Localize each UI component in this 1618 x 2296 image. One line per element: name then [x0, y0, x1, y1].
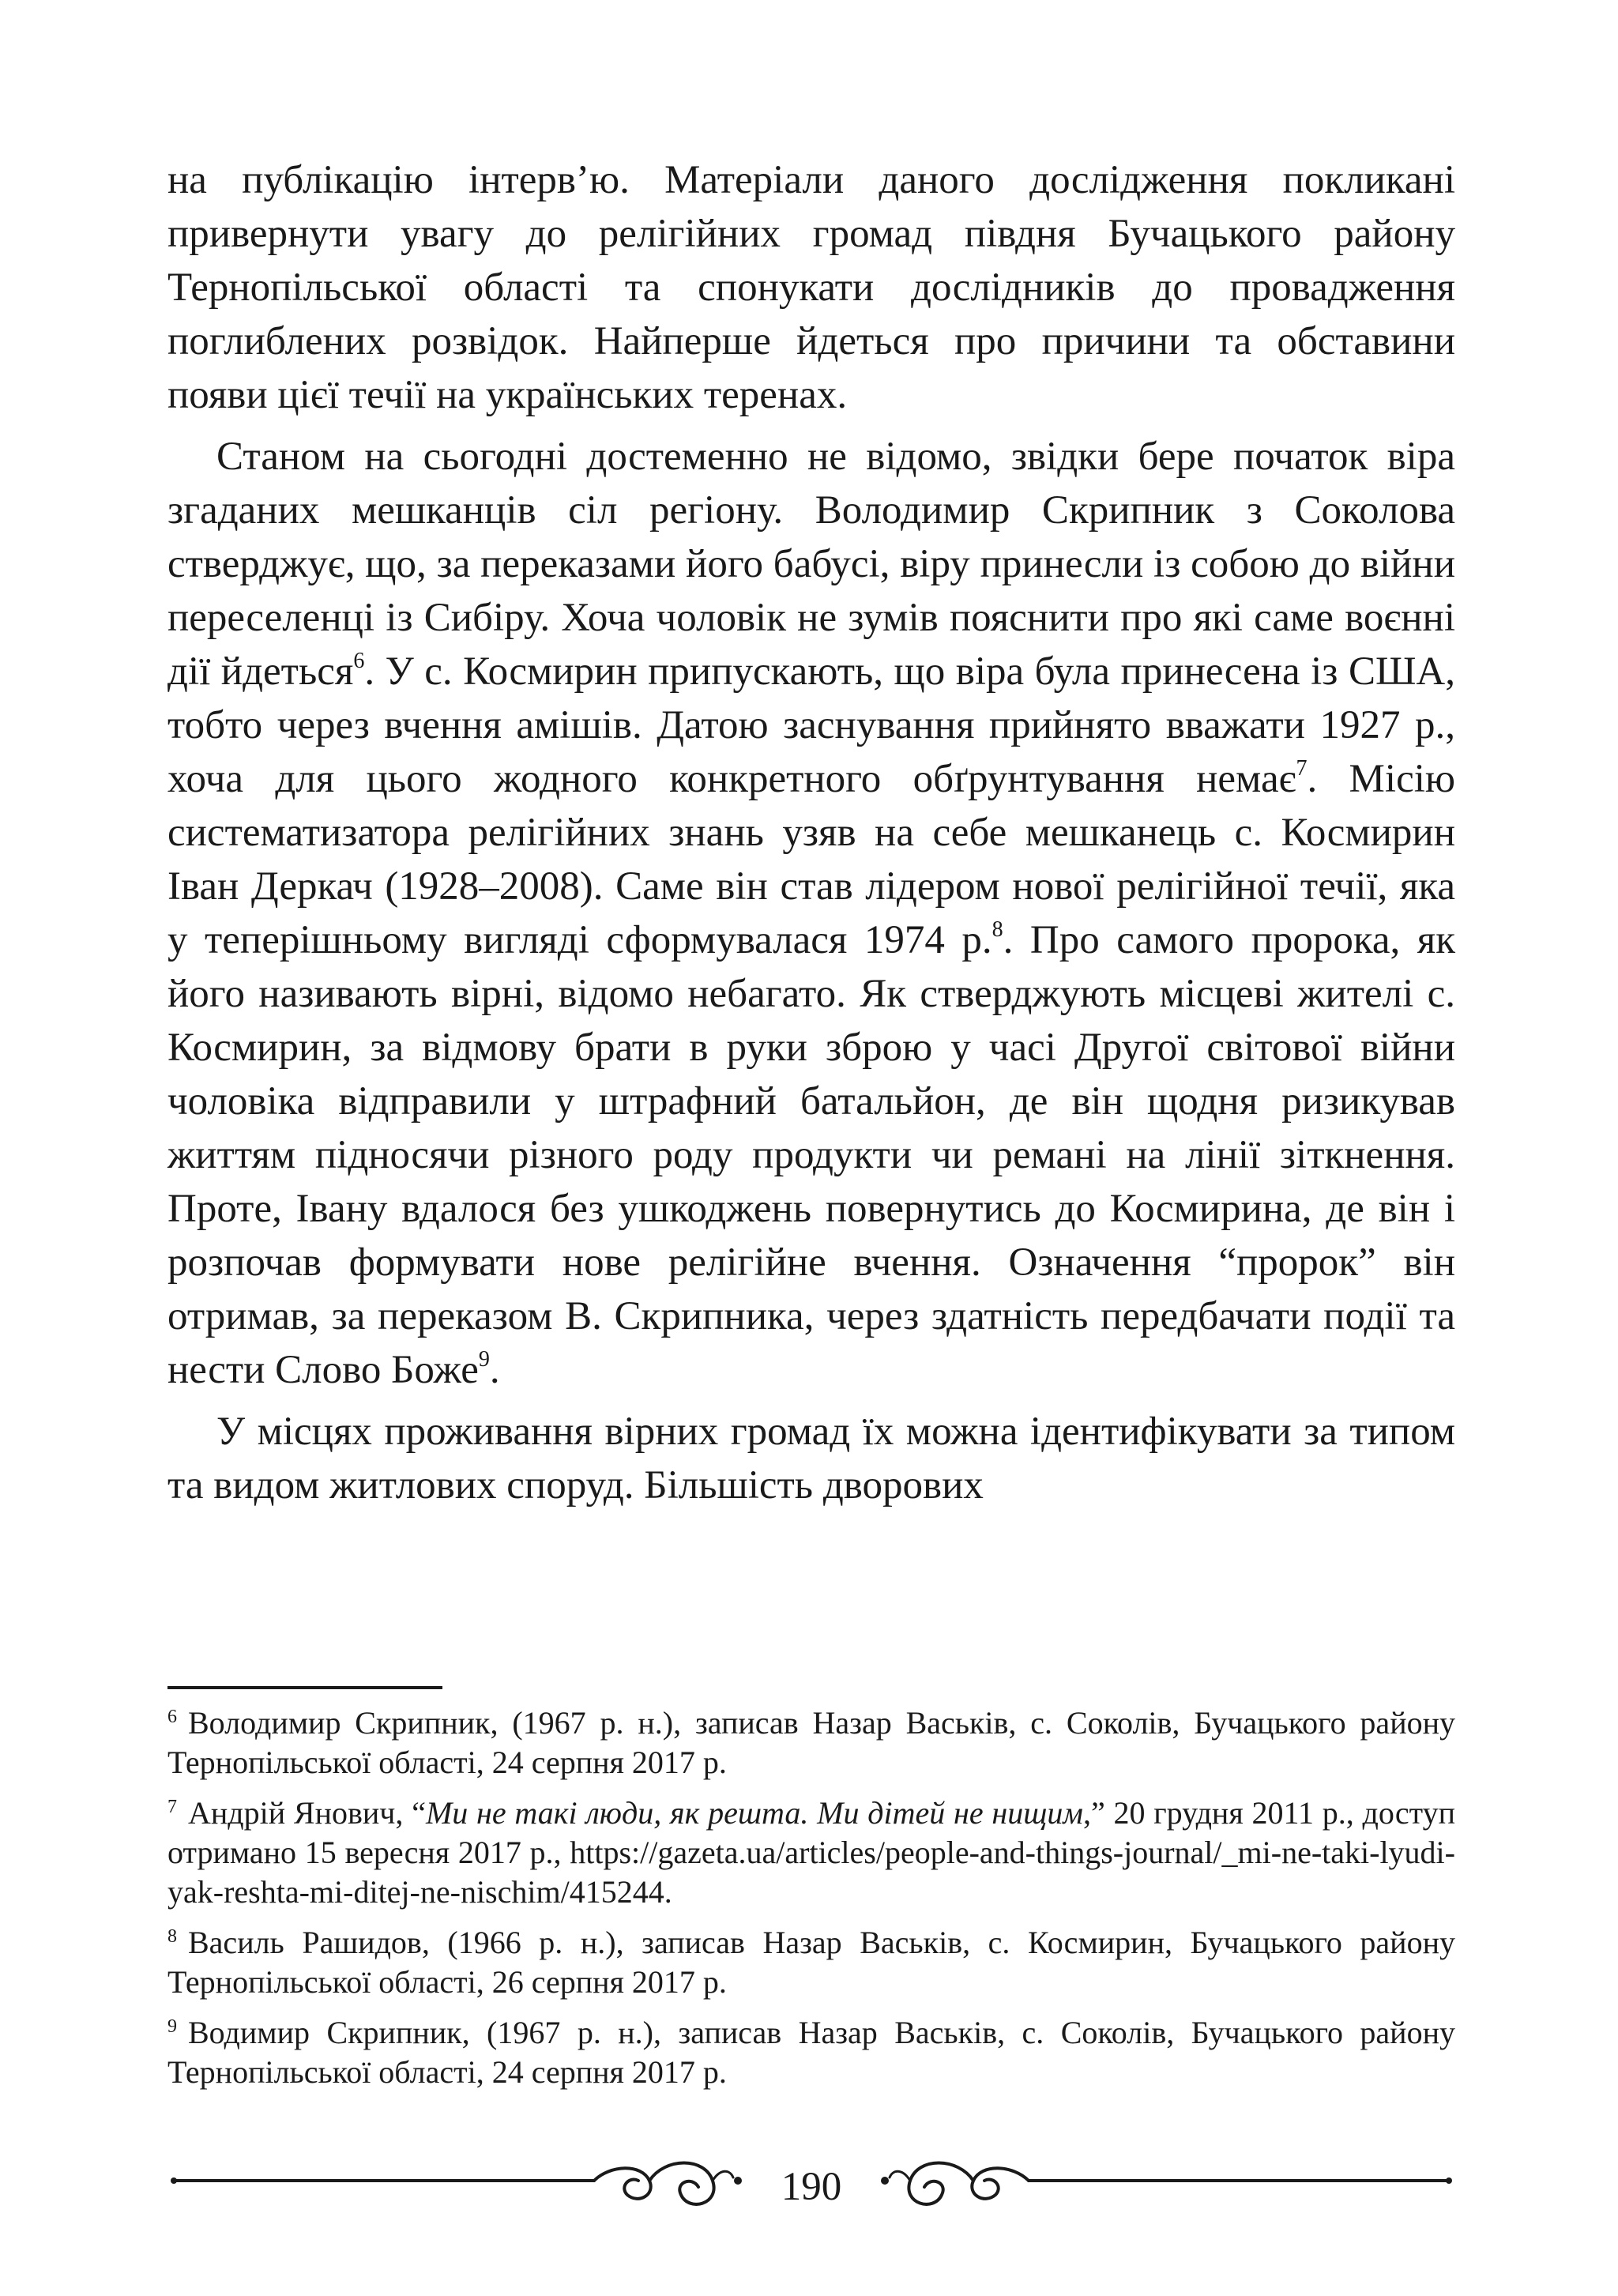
paragraph-text: . Місію систематизатора релігійних знань узяв на себе мешканець с. Космирин Іван Деркач (1928–2008). Саме він став лідером нової релігійної течії, яка у теперішньому вигляді сформувалася 1974 р.	[167, 757, 1455, 962]
footnote-reference[interactable]: 9	[478, 1347, 490, 1372]
paragraph	[167, 153, 1455, 422]
footnote-separator	[167, 1686, 442, 1689]
footnote-number: 9	[167, 2016, 177, 2037]
paragraph-text: У місцях проживання вірних громад їх можна ідентифікувати за типом та видом житлових споруд. Більшість дворових	[167, 1410, 1455, 1507]
footnote-reference[interactable]: 6	[353, 649, 365, 674]
main-text	[167, 153, 1455, 1512]
paragraph	[167, 430, 1455, 1397]
footnote-text: ,” 20 грудня 2011 р., доступ отримано 15 вересня 2017 р., https://gazeta.ua/articles/people-and-things-journal/_mi-ne-taki-lyudi-yak-reshta-mi-ditej-ne-nischim/415244.	[167, 1795, 1456, 1910]
paragraph-text: . Про самого пророка, як його називають вірні, відомо небагато. Як стверджують місцеві жителі с. Космирин, за відмову брати в руки зброю у часі Другої світової війни чоловіка відправили у штрафний батальйон, де він щодня ризикував життям підносячи різного роду продукти чи ремані на лінії зіткнення. Проте, Івану вдалося без ушкоджень повернутись до Космирина, де він і розпочав формувати нове релігійне вчення. Означення “пророк” він отримав, за переказом В. Скрипника, через здатність передбачати події та нести Слово Боже	[167, 918, 1455, 1392]
footnote-reference[interactable]: 7	[1296, 756, 1308, 781]
paragraph-text: . У с. Космирин припускають, що віра була принесена із США, тобто через вчення амішів. Датою заснування прийнято вважати 1927 р., хоча для цього жодного конкретного обґрунтування немає	[167, 649, 1455, 801]
footnote-text: Водимир Скрипник, (1967 р. н.), записав Назар Васьків, с. Соколів, Бучацького району Тернопільської області, 24 серпня 2017 р.	[167, 2015, 1455, 2090]
footnote	[167, 1703, 1455, 1782]
paragraph-text: Станом на сьогодні достеменно не відомо, звідки бере початок віра згаданих мешканців сіл регіону. Володимир Скрипник з Соколова стверджує, що, за переказами його бабусі, віру принесли із собою до війни переселенці із Сибіру. Хоча чоловік не зумів пояснити про які саме воєнні дії йдеться	[167, 435, 1455, 694]
paragraph	[167, 1405, 1455, 1512]
footnote-text: Андрій Янович, “	[188, 1795, 426, 1831]
paragraph-text: на публікацію інтерв’ю. Матеріали даного дослідження покликані привернути увагу до релігійних громад півдня Бучацького району Тернопільської області та спонукати дослідників до провадження поглиблених розвідок. Найперше йдеться про причини та обставини появи цієї течії на українських теренах.	[167, 158, 1455, 417]
page-number: 190	[781, 2165, 842, 2209]
footnote-number: 7	[167, 1796, 177, 1817]
footnote-reference[interactable]: 8	[991, 917, 1003, 943]
footnote-number: 8	[167, 1925, 177, 1947]
paragraph-text: .	[489, 1348, 500, 1392]
footnotes	[167, 1703, 1455, 2103]
footnote	[167, 1923, 1455, 2002]
footnote-text: Володимир Скрипник, (1967 р. н.), записав Назар Васьків, с. Соколів, Бучацького району Тернопільської області, 24 серпня 2017 р.	[167, 1705, 1455, 1780]
footnote-title: Ми не такі люди, як решта. Ми дітей не нищим	[425, 1795, 1083, 1831]
footnote-number: 6	[167, 1706, 177, 1727]
footnote	[167, 1794, 1455, 1912]
footnote-text: Василь Рашидов, (1966 р. н.), записав Назар Васьків, с. Космирин, Бучацького району Тернопільської області, 26 серпня 2017 р.	[167, 1925, 1455, 2000]
footnote	[167, 2013, 1455, 2092]
page-footer	[167, 2141, 1455, 2236]
